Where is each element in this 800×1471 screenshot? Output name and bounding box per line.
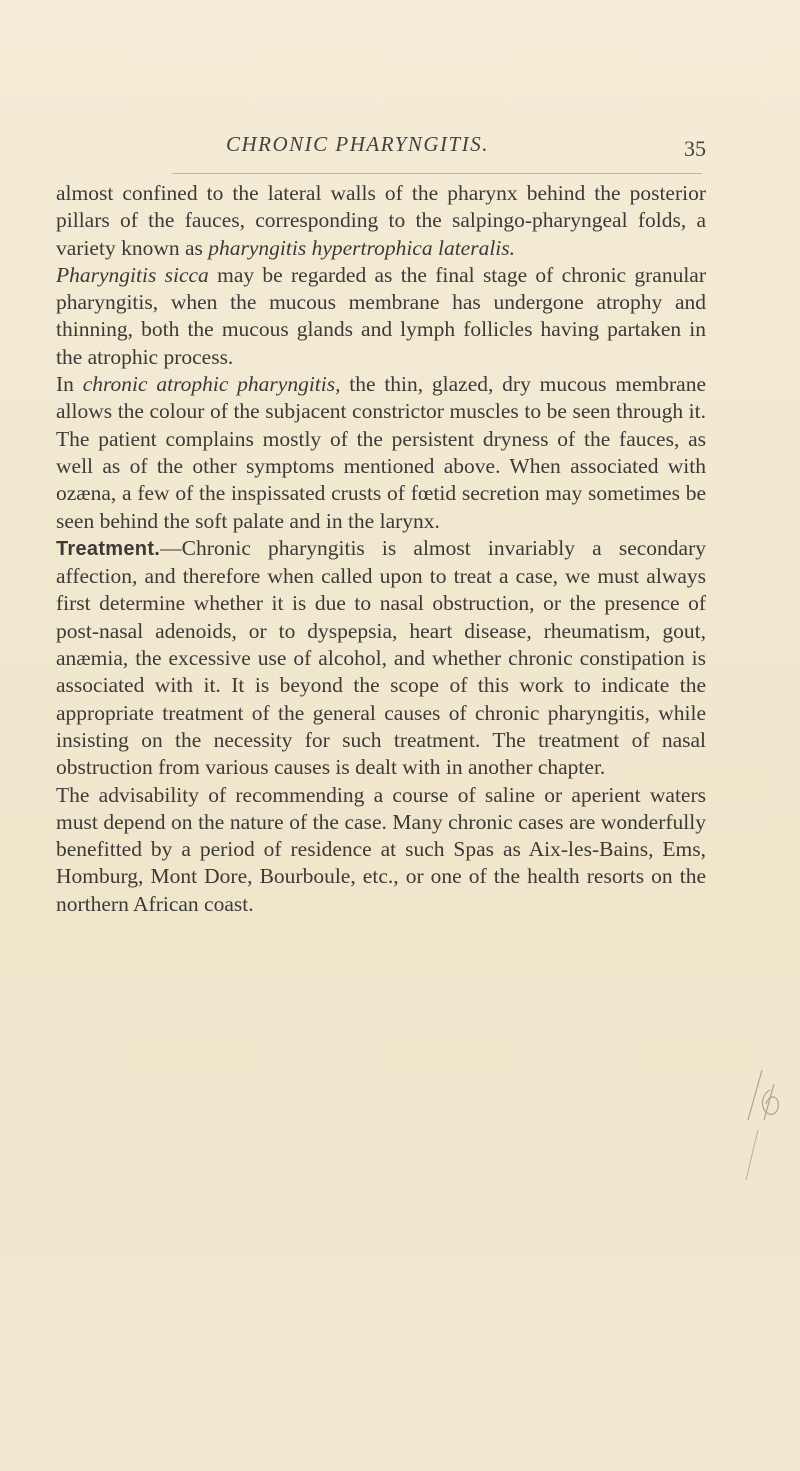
paragraph-3-lead: In xyxy=(56,372,83,397)
body-text xyxy=(56,180,706,918)
paragraph-1 xyxy=(56,180,706,262)
paragraph-1-text: almost confined to the lateral walls of the pharynx behind the posterior pillars of the fauces, corresponding to the salpingo-pharyngeal folds, a variety known as xyxy=(56,181,706,260)
running-head: CHRONIC PHARYNGITIS. xyxy=(226,132,489,156)
header-rule xyxy=(172,173,702,174)
page-number: 35 xyxy=(684,136,706,161)
term-pharyngitis-hypertrophica: pharyngitis hypertrophica lateralis. xyxy=(208,235,516,260)
term-chronic-atrophic-pharyngitis: chronic atrophic pharyngitis, xyxy=(82,372,341,397)
treatment-heading: Treatment. xyxy=(56,537,161,560)
paragraph-5 xyxy=(56,782,706,918)
paragraph-3 xyxy=(56,371,706,535)
term-pharyngitis-sicca: Pharyngitis sicca xyxy=(56,262,209,287)
paragraph-4-text: —Chronic pharyngitis is almost invariably a secondary affection, and therefore when called upon to treat a case, we must always first determine whether it is due to nasal obstruction, or the presence of post-nasal adenoids, or to dyspepsia, heart disease, rheumatism, gout, anæmia, the excessive use of alcohol, and whether chronic constipation is associated with it. It is beyond the scope of this work to indicate the appropriate treatment of the general causes of chronic pharyngitis, while insisting on the necessity for such treatment. The treatment of nasal obstruction from various causes is dealt with in another chapter. xyxy=(56,535,706,780)
paragraph-5-text: The advisability of recommending a course of saline or aperient waters must depend on the nature of the case. Many chronic cases are wonderfully benefitted by a period of residence at such Spas as Aix-les-Bains, Ems, Homburg, Mont Dore, Bourboule, etc., or one of the health resorts on the northern African coast. xyxy=(56,782,706,916)
page-header xyxy=(0,132,800,162)
paragraph-4 xyxy=(56,535,706,782)
pencil-margin-mark xyxy=(744,1060,792,1200)
paragraph-2 xyxy=(56,262,706,371)
paragraph-2-text: may be regarded as the final stage of chronic granular pharyngitis, when the mucous membrane has undergone atrophy and thinning, both the mucous glands and lymph follicles having partaken in the atrophic process. xyxy=(56,262,707,369)
paragraph-3-text: the thin, glazed, dry mucous membrane allows the colour of the subjacent constrictor muscles to be seen through it. The patient complains mostly of the persistent dryness of the fauces, as well as of the other symptoms mentioned above. When associated with ozæna, a few of the inspissated crusts of fœtid secretion may sometimes be seen behind the soft palate and in the larynx. xyxy=(56,372,706,533)
